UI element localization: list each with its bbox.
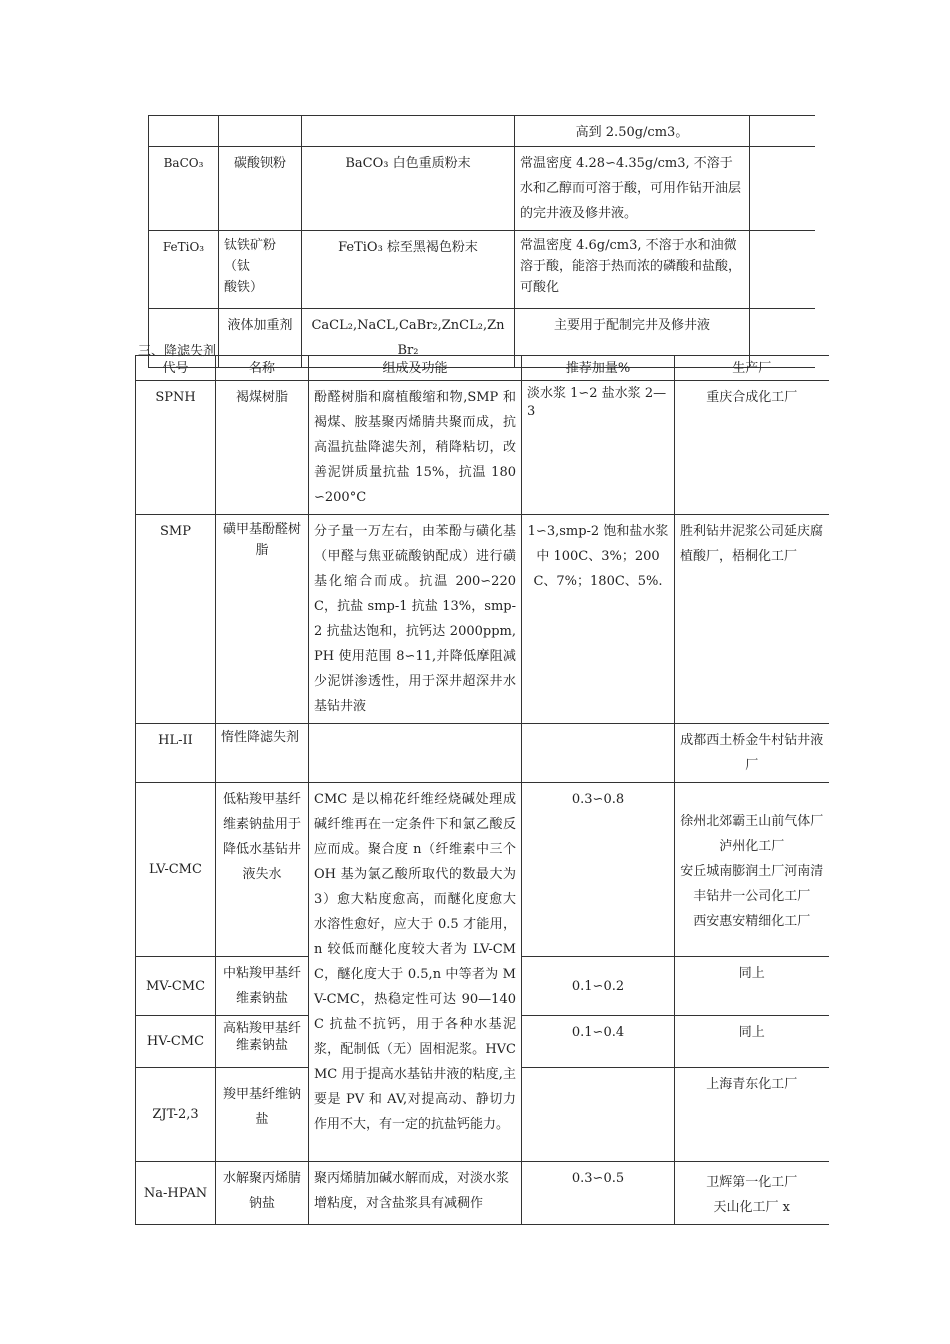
maker-cell: 同上 [675,1016,829,1068]
header-dosage: 推荐加量% [522,356,675,381]
composition-cell [309,724,522,783]
maker-cell: 胜利钻井泥浆公司延庆腐植酸厂，梧桐化工厂 [675,515,829,724]
dosage-cell: 淡水浆 1∽2 盐水浆 2—3 [522,381,675,515]
dosage-cell: 0.1∽0.4 [522,1016,675,1068]
dosage-cell: 0.1∽0.2 [522,957,675,1016]
name-cell: 高粘羧甲基纤维素钠盐 [216,1016,309,1068]
notes-cell: 高到 2.50g/cm3。 [515,116,750,147]
maker-cell: 徐州北郊霸王山前气体厂 泸州化工厂 安丘城南膨润土厂河南清丰钻井一公司化工厂 西安惠安精细化工厂 [675,783,829,957]
code-cell: HV-CMC [136,1016,216,1068]
notes-cell: 常温密度 4.28∽4.35g/cm3, 不溶于水和乙醇而可溶于酸，可用作钻开油层的完井液及修井液。 [515,147,750,231]
name-cell: 褐煤树脂 [216,381,309,515]
dosage-cell: 1∽3,smp-2 饱和盐水浆中 100C、3%；200C、7%；180C、5%. [522,515,675,724]
notes-cell: 常温密度 4.6g/cm3, 不溶于水和油微溶于酸，能溶于热而浓的磷酸和盐酸， 可酸化 [515,231,750,309]
header-name: 名称 [216,356,309,381]
name-cell: 钛铁矿粉（钛 酸铁） [219,231,302,309]
code-cell: MV-CMC [136,957,216,1016]
dosage-cell [522,1068,675,1162]
name-cell: 中粘羧甲基纤维素钠盐 [216,957,309,1016]
section-title: 三、降滤失剂 [138,344,217,359]
name-cell: 碳酸钡粉 [219,147,302,231]
dosage-cell: 0.3∽0.8 [522,783,675,957]
code-cell: LV-CMC [136,783,216,957]
header-maker: 生产厂 [675,356,829,381]
maker-cell: 同上 [675,957,829,1016]
composition-cell: 分子量一万左右，由苯酚与磺化基（甲醛与焦亚硫酸钠配成）进行磺基化缩合而成。抗温 200∽220C，抗盐 smp-1 抗盐 13%，smp-2 抗盐达饱和，抗钙达 2000ppm,PH 使用范围 8∽11,并降低摩阻减少泥饼渗透性，用于深井超深井水基钻井液 [309,515,522,724]
table-row [136,724,829,783]
name-cell: 惰性降滤失剂 [216,724,309,783]
maker-cell: 上海青东化工厂 [675,1068,829,1162]
code-cell: SMP [136,515,216,724]
table-header-row [136,356,829,381]
table-row [136,1162,829,1225]
maker-cell: 卫辉第一化工厂 天山化工厂 x [675,1162,829,1225]
composition-cell: CaCL₂,NaCL,CaBr₂,ZnCL₂,ZnBr₂ [302,309,515,368]
maker-cell: 成都西土桥金牛村钻井液厂 [675,724,829,783]
code-cell: Na-HPAN [136,1162,216,1225]
composition-cell: 酚醛树脂和腐植酸缩和物,SMP 和褐煤、胺基聚丙烯腈共聚而成，抗高温抗盐降滤失剂，稍降粘切，改善泥饼质量抗盐 15%，抗温 180∽200°C [309,381,522,515]
dosage-cell [522,724,675,783]
name-cell: 羧甲基纤维钠 盐 [216,1068,309,1162]
notes-cell: 主要用于配制完井及修井液 [515,309,750,368]
name-cell: 液体加重剂 [219,309,302,368]
composition-cell: BaCO₃ 白色重质粉末 [302,147,515,231]
name-cell: 磺甲基酚醛树 脂 [216,515,309,724]
code-cell: BaCO₃ [149,147,219,231]
table-row [136,783,829,957]
cmc-composition-cell: CMC 是以棉花纤维经烧碱处理成碱纤维再在一定条件下和氯乙酸反应而成。聚合度 n（纤维素中三个 OH 基为氯乙酸所取代的数最大为 3）愈大粘度愈高，而醚化度愈大水溶性愈好，应大于 0.5 才能用，n 较低而醚化度较大者为 LV-CMC，醚化度大于 0.5,n 中等者为 MV-CMC，热稳定性可达 90—140C 抗盐不抗钙，用于各种水基泥浆，配制低（无）固相泥浆。HVCMC 用于提高水基钻井液的粘度,主要是 PV 和 AV,对提高动、静切力作用不大，有一定的抗盐钙能力。 [309,783,522,1162]
maker-cell: 重庆合成化工厂 [675,381,829,515]
code-cell: FeTiO₃ [149,231,219,309]
name-cell: 低粘羧甲基纤维素钠盐用于降低水基钻井液失水 [216,783,309,957]
composition-cell: FeTiO₃ 棕至黑褐色粉末 [302,231,515,309]
composition-cell: 聚丙烯腈加碱水解而成，对淡水浆增粘度，对含盐浆具有减稠作 [309,1162,522,1225]
name-cell: 水解聚丙烯腈钠盐 [216,1162,309,1225]
fluid-loss-agent-table [135,355,829,1225]
code-cell: ZJT-2,3 [136,1068,216,1162]
header-code: 代号 [136,356,216,381]
table-row [136,381,829,515]
code-cell: SPNH [136,381,216,515]
table-row [136,515,829,724]
dosage-cell: 0.3∽0.5 [522,1162,675,1225]
code-cell: HL-II [136,724,216,783]
header-composition: 组成及功能 [309,356,522,381]
